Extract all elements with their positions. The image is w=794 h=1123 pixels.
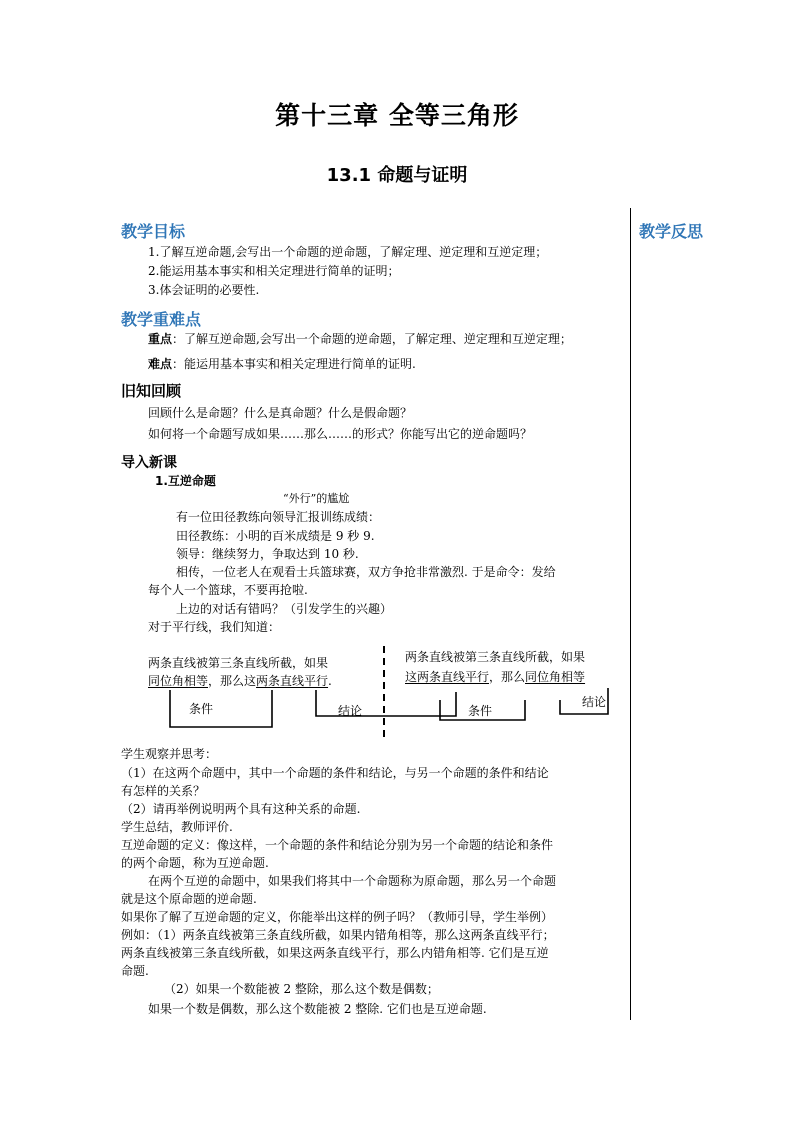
label-conclusion-left: 结论 bbox=[338, 704, 363, 718]
story-line: 每个人一个篮球，不要再抢啦. bbox=[148, 583, 308, 597]
label-conclusion-right: 结论 bbox=[582, 695, 607, 709]
diagram-left-line2: 同位角相等，那么这两条直线平行. bbox=[148, 674, 332, 688]
key-text: ：了解互逆命题,会写出一个命题的逆命题，了解定理、逆定理和互逆定理； bbox=[172, 332, 572, 346]
key-points-heading: 教学重难点 bbox=[121, 310, 202, 329]
body-line: 如果你了解了互逆命题的定义，你能举出这样的例子吗？（教师引导，学生举例） bbox=[121, 910, 554, 924]
story-line: 有一位田径教练向领导汇报训练成绩： bbox=[176, 510, 381, 524]
body-line: 学生观察并思考： bbox=[121, 747, 218, 761]
objective-item: 3.体会证明的必要性. bbox=[148, 283, 260, 297]
body-line: 就是这个原命题的逆命题. bbox=[121, 892, 257, 906]
story-line: 相传，一位老人在观看士兵篮球赛，双方争抢非常激烈. 于是命令：发给 bbox=[176, 565, 556, 579]
label-condition-right: 条件 bbox=[468, 704, 493, 718]
story-line: 对于平行线，我们知道： bbox=[148, 620, 281, 634]
page-title: 第十三章 全等三角形 bbox=[275, 101, 519, 130]
new-lesson-heading: 导入新课 bbox=[121, 455, 177, 471]
right-condition-text: 这两条直线平行 bbox=[405, 670, 490, 684]
label-condition-left: 条件 bbox=[189, 702, 214, 716]
body-line: 的两个命题，称为互逆命题. bbox=[121, 856, 269, 870]
review-line: 回顾什么是命题？什么是真命题？什么是假命题？ bbox=[148, 406, 413, 420]
body-line: （2）如果一个数能被 2 整除，那么这个数是偶数； bbox=[164, 982, 439, 996]
objectives-heading: 教学目标 bbox=[121, 222, 186, 241]
left-conclusion-text: 两条直线平行 bbox=[256, 674, 329, 688]
body-line: 如果一个数是偶数，那么这个数能被 2 整除. 它们也是互逆命题. bbox=[148, 1002, 487, 1016]
objective-item: 2.能运用基本事实和相关定理进行简单的证明； bbox=[148, 264, 400, 278]
story-line: 领导：继续努力，争取达到 10 秒. bbox=[176, 547, 359, 561]
difficult-text: ：能运用基本事实和相关定理进行简单的证明. bbox=[172, 357, 416, 371]
key-label: 重点 bbox=[148, 332, 173, 346]
difficult-label: 难点 bbox=[148, 357, 173, 371]
objective-item: 1.了解互逆命题,会写出一个命题的逆命题，了解定理、逆定理和互逆定理； bbox=[148, 245, 548, 259]
diagram-right-line2: 这两条直线平行，那么同位角相等 bbox=[405, 670, 586, 684]
right-conclusion-text: 同位角相等 bbox=[525, 670, 586, 684]
body-line: （2）请再举例说明两个具有这种关系的命题. bbox=[121, 802, 361, 816]
story-title: “外行”的尴尬 bbox=[283, 492, 350, 505]
review-line: 如何将一个命题写成如果……那么……的形式？你能写出它的逆命题吗？ bbox=[148, 427, 533, 441]
bracket-condition-left bbox=[170, 690, 272, 727]
body-line: 学生总结，教师评价. bbox=[121, 820, 233, 834]
review-heading: 旧知回顾 bbox=[121, 382, 182, 400]
sub-heading: 1.互逆命题 bbox=[155, 474, 216, 488]
body-line: 命题. bbox=[121, 964, 149, 978]
diagram-left-line1: 两条直线被第三条直线所截，如果 bbox=[148, 656, 329, 670]
body-line: 在两个互逆的命题中，如果我们将其中一个命题称为原命题，那么另一个命题 bbox=[148, 874, 557, 888]
reflection-heading: 教学反思 bbox=[639, 222, 704, 241]
bracket-conclusion-left-b bbox=[360, 692, 456, 716]
body-line: 两条直线被第三条直线所截，如果这两条直线平行，那么内错角相等. 它们是互逆 bbox=[121, 946, 549, 960]
section-subtitle: 13.1 命题与证明 bbox=[326, 165, 468, 186]
body-line: （1）在这两个命题中，其中一个命题的条件和结论，与另一个命题的条件和结论 bbox=[121, 766, 549, 780]
left-condition-text: 同位角相等 bbox=[148, 674, 209, 688]
body-line: 例如：（1）两条直线被第三条直线所截，如果内错角相等，那么这两条直线平行； bbox=[121, 928, 555, 942]
story-line: 上边的对话有错吗？（引发学生的兴趣） bbox=[176, 602, 393, 616]
story-line: 田径教练：小明的百米成绩是 9 秒 9. bbox=[176, 529, 375, 543]
diagram-right-line1: 两条直线被第三条直线所截，如果 bbox=[405, 650, 586, 664]
body-line: 有怎样的关系？ bbox=[121, 784, 206, 798]
body-line: 互逆命题的定义：像这样，一个命题的条件和结论分别为另一个命题的结论和条件 bbox=[121, 838, 554, 852]
